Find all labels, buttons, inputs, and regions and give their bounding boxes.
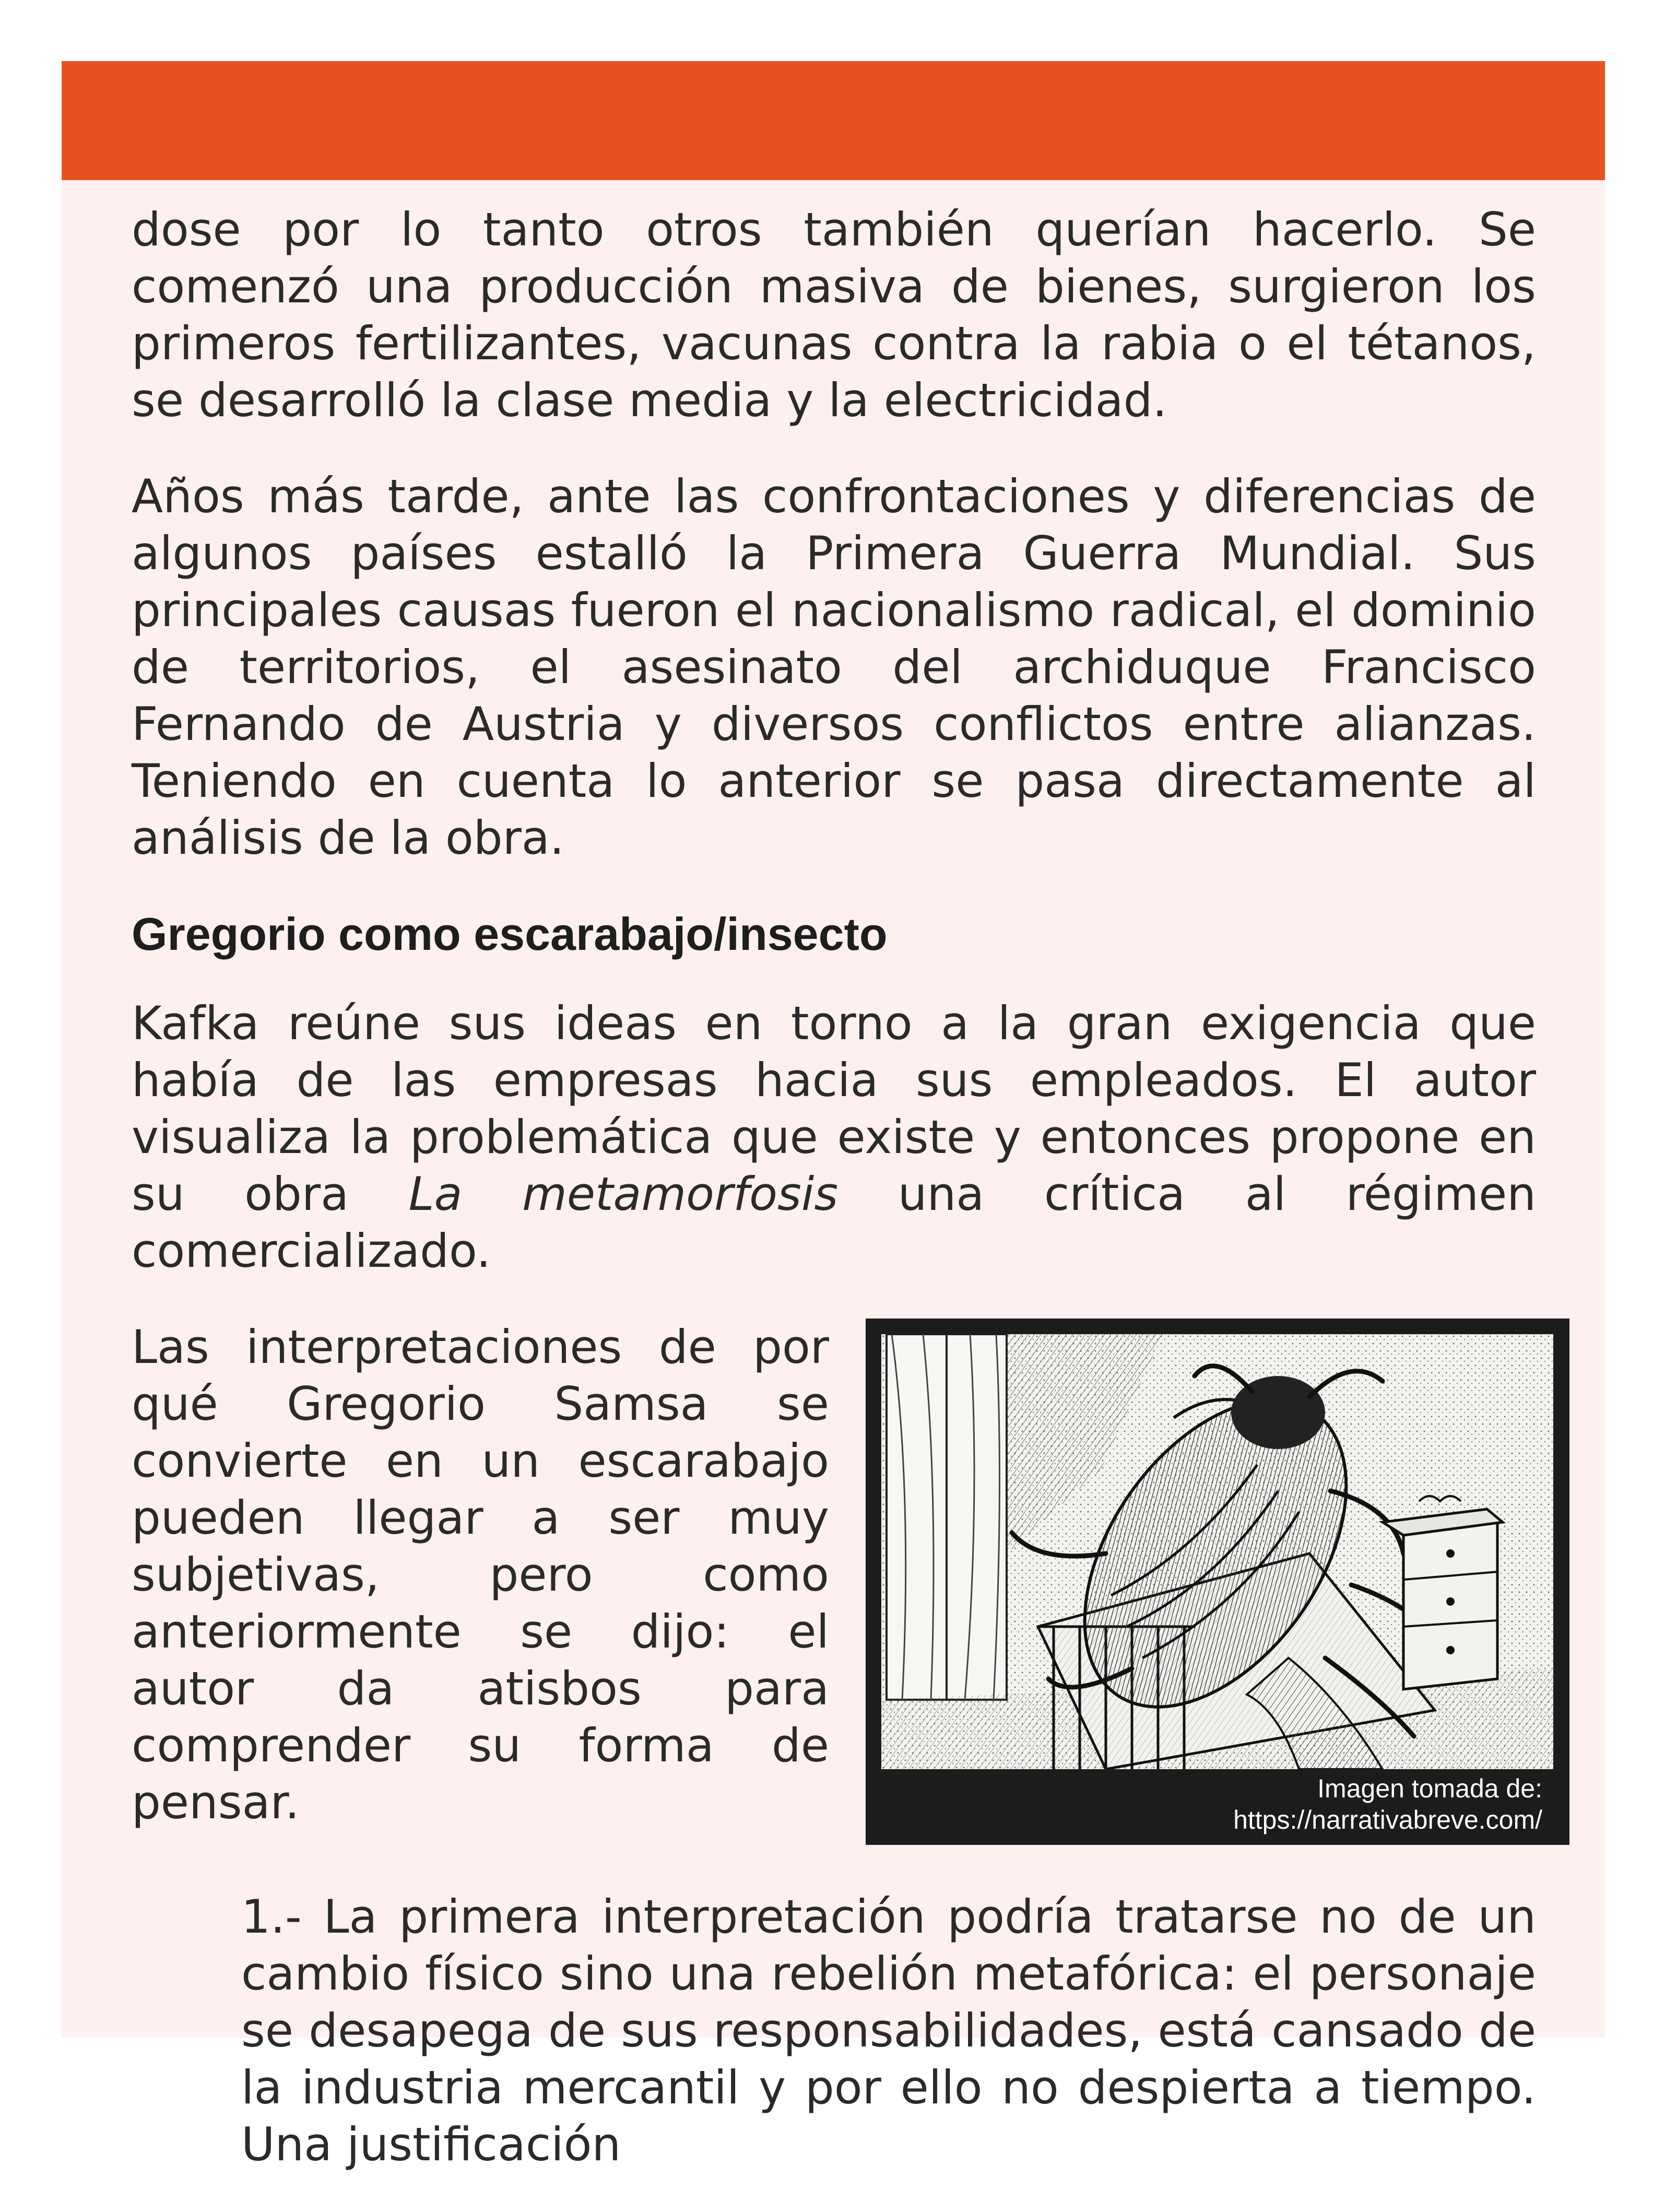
header-bar (62, 61, 1605, 180)
beetle-illustration (881, 1334, 1553, 1769)
paragraph-kafka-ideas (132, 995, 1536, 1279)
paragraph-world-war: Años más tarde, ante las confrontaciones y diferencias de algunos países estalló la Primera Guerra Mundial. Sus principales causas fueron el nacionalismo radical, el dominio de territorios, el asesinato del archiduque Francisco Fernando de Austria y diversos conflictos entre alianzas. Teniendo en cuenta lo anterior se pasa directamente al análisis de la obra. (132, 469, 1536, 865)
section-heading: Gregorio como escarabajo/insecto (132, 908, 888, 960)
caption-line-1: Imagen tomada de: (1317, 1774, 1542, 1803)
paragraph-industrial-revolution: dose por lo tanto otros también querían hacerlo. Se comenzó una producción masiva de bienes, surgieron los primeros fertilizantes, vacunas contra la rabia o el tétanos, se desarrolló la clase media y la electricidad. (132, 203, 1536, 427)
page (62, 61, 1605, 2171)
body-text (132, 201, 1542, 2212)
paragraph-interpretations: Las interpretaciones de por qué Gregorio Samsa se convierte en un escarabajo pueden llegar a ser muy subjetivas, pero como anteriormente se dijo: el autor da atisbos para comprender su forma de pensar. (132, 1320, 829, 1829)
kafka-text-start: Kafka reúne sus ideas en torno a la gran exigencia que había de las empresas hacia sus empleados. El autor visualiza la problemática que existe y entonces propone en su obra (132, 996, 1536, 1221)
kafka-text-end: una crítica al régimen comercializado. (132, 1167, 1536, 1278)
book-title: La metamorfosis (408, 1167, 839, 1221)
image-caption (916, 1773, 1542, 1836)
paragraph-first-interpretation: 1.- La primera interpretación podría tratarse no de un cambio físico sino una rebelión metafórica: el personaje se desapega de sus responsabilidades, está cansado de la industria mercantil y por ello no despierta a tiempo. Una justificación (241, 1890, 1536, 2171)
caption-source-url: https://narrativabreve.com/ (1233, 1805, 1542, 1834)
illustration-figure (866, 1319, 1569, 1845)
